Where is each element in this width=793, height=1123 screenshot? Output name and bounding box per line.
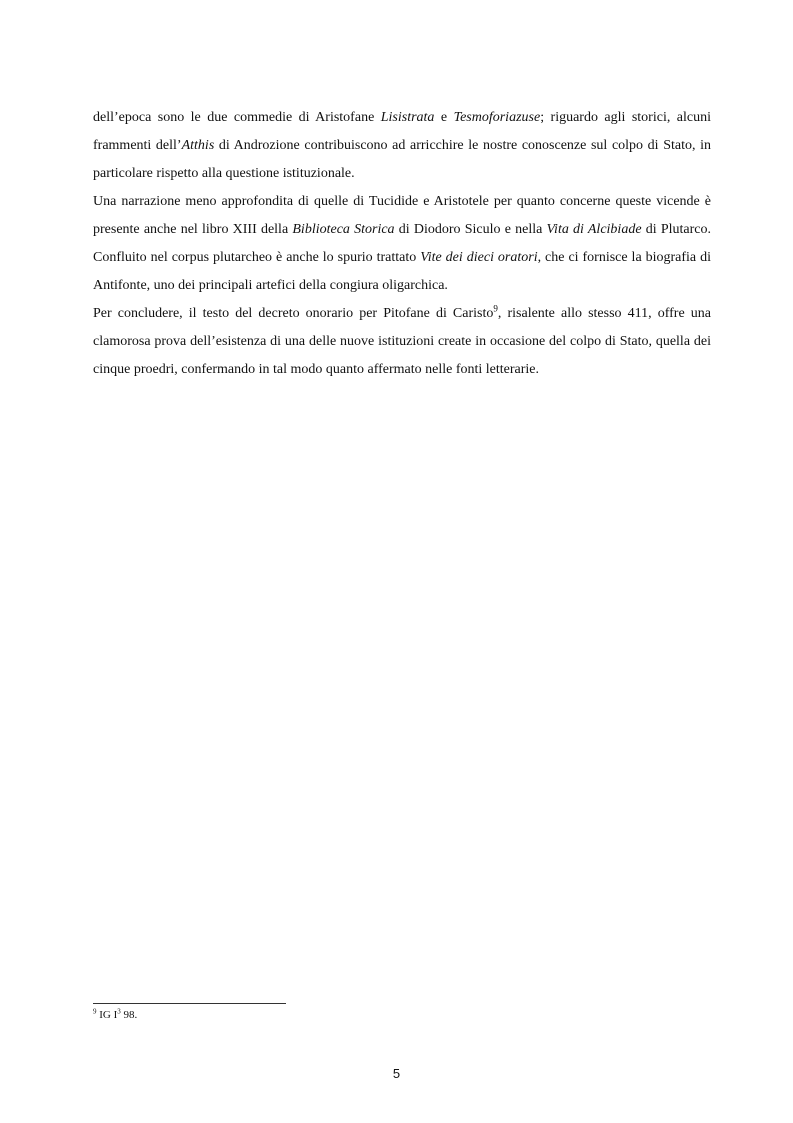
text-segment: , che ci fornisce la biografia di Antifonte, uno dei principali artefici della congiura oligarchica.	[93, 250, 711, 293]
footnote-reference: 9	[493, 303, 498, 314]
page-number: 5	[392, 1066, 401, 1081]
footnote-mark: 9	[93, 1007, 97, 1016]
paragraph	[93, 104, 711, 188]
italic-title: Atthis	[181, 138, 215, 153]
text-segment: , risalente allo stesso 411, offre una clamorosa prova dell’esistenza di una delle nuove istituzioni create in occasione del colpo di Stato, quella dei cinque proedri, confermando in tal modo quanto affermato nelle fonti letterarie.	[93, 306, 711, 377]
text-segment: di Androzione contribuiscono ad arricchire le nostre conoscenze sul colpo di Stato, in particolare rispetto alla questione istituzionale.	[93, 138, 711, 181]
italic-title: Lisistrata	[380, 110, 435, 125]
italic-title: Vite dei dieci oratori	[420, 250, 538, 265]
paragraph	[93, 188, 711, 300]
text-segment: e	[434, 110, 454, 125]
text-segment: di Diodoro Siculo e nella	[394, 222, 547, 237]
footnote-separator	[93, 1003, 286, 1004]
text-segment: ; riguardo agli storici, alcuni frammenti dell’	[93, 110, 711, 153]
footnote-text-end: 98.	[120, 1009, 138, 1021]
italic-title: Vita di Alcibiade	[546, 222, 642, 237]
footnote	[93, 1008, 137, 1022]
text-segment: di Plutarco. Confluito nel corpus plutarcheo è anche lo spurio trattato	[93, 222, 712, 265]
footnote-text: IG I	[96, 1009, 118, 1021]
footnote-exponent: 3	[117, 1007, 121, 1016]
italic-title: Biblioteca Storica	[292, 222, 395, 237]
text-segment: Una narrazione meno approfondita di quelle di Tucidide e Aristotele per quanto concerne queste vicende è presente anche nel libro XIII della	[93, 194, 711, 237]
italic-title: Tesmoforiazuse	[453, 110, 541, 125]
text-segment: dell’epoca sono le due commedie di Aristofane	[93, 110, 381, 125]
text-segment: Per concludere, il testo del decreto onorario per Pitofane di Caristo	[93, 306, 494, 321]
body-text	[93, 104, 711, 384]
paragraph	[93, 300, 711, 384]
